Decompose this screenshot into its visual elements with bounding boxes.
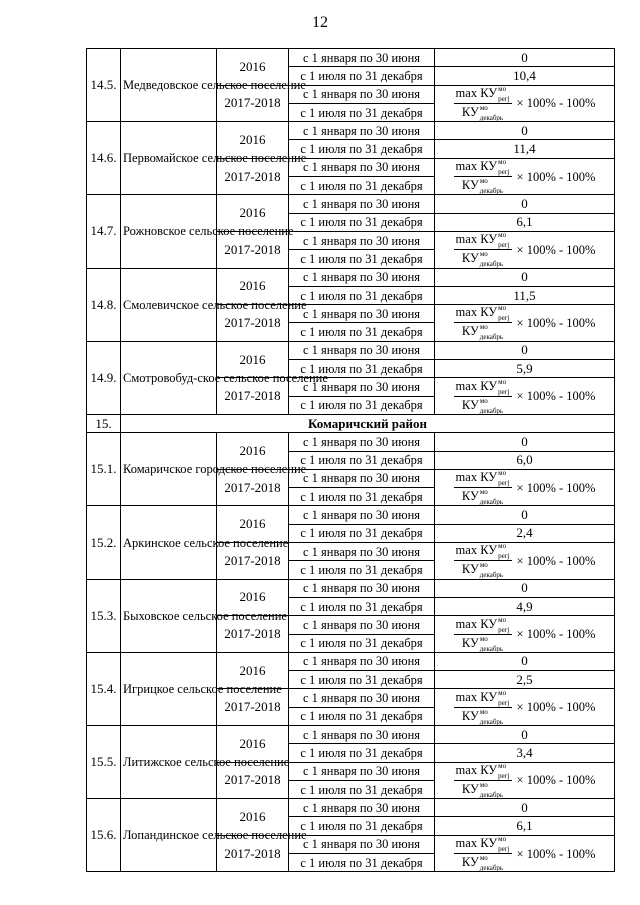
period-cell: с 1 января по 30 июня [289, 341, 435, 359]
settlement-name: Лопандинское сельское поселение [121, 799, 217, 872]
period-cell: с 1 января по 30 июня [289, 305, 435, 323]
formula-cell [435, 378, 615, 415]
formula [437, 306, 612, 340]
period-cell: с 1 июля по 31 декабря [289, 396, 435, 414]
row-number: 15.5. [87, 725, 121, 798]
value-cell: 0 [435, 799, 615, 817]
page-number: 12 [312, 14, 328, 31]
value-cell: 0 [435, 725, 615, 743]
formula-cell [435, 231, 615, 268]
period-cell: с 1 января по 30 июня [289, 49, 435, 67]
formula-numerator-base: max КУ [455, 378, 498, 393]
value-cell: 6,1 [435, 213, 615, 231]
period-cell: с 1 июля по 31 декабря [289, 561, 435, 579]
period-cell: с 1 июля по 31 декабря [289, 250, 435, 268]
period-cell: с 1 января по 30 июня [289, 616, 435, 634]
formula-denominator [460, 104, 505, 121]
region-name: Комаричский район [121, 414, 615, 432]
formula-denominator-sup: мо [479, 707, 488, 716]
formula-tail: × 100% - 100% [516, 480, 596, 495]
period-cell: с 1 января по 30 июня [289, 725, 435, 743]
formula-cell [435, 85, 615, 122]
year-cell: 2016 [217, 341, 289, 378]
formula-numerator [454, 305, 512, 323]
period-cell: с 1 января по 30 июня [289, 506, 435, 524]
formula-numerator-base: max КУ [455, 470, 498, 485]
formula-numerator-sup: мо [498, 542, 507, 551]
period-cell: с 1 июля по 31 декабря [289, 67, 435, 85]
row-number: 15.2. [87, 506, 121, 579]
year-cell: 2017-2018 [217, 231, 289, 268]
period-cell: с 1 июля по 31 декабря [289, 213, 435, 231]
formula-denominator [460, 488, 505, 505]
period-cell: с 1 января по 30 июня [289, 158, 435, 176]
formula-denominator-base: КУ [461, 104, 479, 119]
formula-denominator-sub: декабрь [479, 571, 504, 580]
period-cell: с 1 января по 30 июня [289, 689, 435, 707]
period-cell: с 1 июля по 31 декабря [289, 780, 435, 798]
year-cell: 2016 [217, 433, 289, 470]
period-cell: с 1 января по 30 июня [289, 579, 435, 597]
year-cell: 2017-2018 [217, 543, 289, 580]
period-cell: с 1 января по 30 июня [289, 652, 435, 670]
formula-numerator-sup: мо [498, 615, 507, 624]
formula-numerator-sub: регj [498, 625, 510, 634]
region-number: 15. [87, 414, 121, 432]
formula-numerator-sub: регj [498, 314, 510, 323]
period-cell: с 1 июля по 31 декабря [289, 323, 435, 341]
year-cell: 2016 [217, 506, 289, 543]
formula-denominator-base: КУ [461, 397, 479, 412]
period-cell: с 1 июля по 31 декабря [289, 451, 435, 469]
formula-denominator [460, 854, 505, 871]
row-number: 14.5. [87, 49, 121, 122]
settlement-name: Рожновское сельское поселение [121, 195, 217, 268]
table-row [87, 652, 615, 670]
period-cell: с 1 июля по 31 декабря [289, 524, 435, 542]
formula-denominator [460, 635, 505, 652]
table-row [87, 49, 615, 67]
formula-denominator-base: КУ [461, 562, 479, 577]
period-cell: с 1 января по 30 июня [289, 433, 435, 451]
row-number: 15.3. [87, 579, 121, 652]
formula-fraction [454, 379, 512, 414]
formula-denominator-base: КУ [461, 635, 479, 650]
table-row [87, 268, 615, 286]
value-cell: 0 [435, 579, 615, 597]
period-cell: с 1 июля по 31 декабря [289, 488, 435, 506]
formula-numerator-sub: регj [498, 479, 510, 488]
formula-numerator-sup: мо [498, 377, 507, 386]
table-row [87, 122, 615, 140]
formula-numerator-base: max КУ [455, 159, 498, 174]
formula [437, 379, 612, 413]
period-cell: с 1 января по 30 июня [289, 195, 435, 213]
value-cell: 0 [435, 433, 615, 451]
period-cell: с 1 января по 30 июня [289, 231, 435, 249]
value-cell: 6,0 [435, 451, 615, 469]
formula-numerator-sub: регj [498, 698, 510, 707]
formula-tail: × 100% - 100% [516, 553, 596, 568]
formula-numerator [454, 232, 512, 250]
period-cell: с 1 июля по 31 декабря [289, 854, 435, 872]
period-cell: с 1 января по 30 июня [289, 469, 435, 487]
formula-numerator-base: max КУ [455, 616, 498, 631]
formula-denominator-sup: мо [479, 250, 488, 259]
table-row [87, 799, 615, 817]
formula-denominator [460, 781, 505, 798]
formula-numerator [454, 617, 512, 635]
formula-numerator-sup: мо [498, 304, 507, 313]
period-cell: с 1 января по 30 июня [289, 122, 435, 140]
period-cell: с 1 июля по 31 декабря [289, 634, 435, 652]
value-cell: 3,4 [435, 744, 615, 762]
formula-numerator [454, 86, 512, 104]
formula-fraction [454, 763, 512, 798]
period-cell: с 1 января по 30 июня [289, 799, 435, 817]
formula-denominator [460, 250, 505, 267]
formula-numerator-sup: мо [498, 761, 507, 770]
value-cell: 4,9 [435, 597, 615, 615]
formula-denominator-sup: мо [479, 780, 488, 789]
formula-denominator-sub: декабрь [479, 644, 504, 653]
year-cell: 2017-2018 [217, 762, 289, 799]
formula-denominator-sup: мо [479, 488, 488, 497]
formula-fraction [454, 690, 512, 725]
formula-numerator-sub: регj [498, 168, 510, 177]
table-row [87, 506, 615, 524]
value-cell: 0 [435, 195, 615, 213]
formula-fraction [454, 543, 512, 578]
period-cell: с 1 июля по 31 декабря [289, 103, 435, 121]
row-number: 15.4. [87, 652, 121, 725]
settlement-name: Быховское сельское поселение [121, 579, 217, 652]
formula-denominator [460, 561, 505, 578]
settlement-name: Аркинское сельское поселение [121, 506, 217, 579]
formula-fraction [454, 86, 512, 121]
period-cell: с 1 июля по 31 декабря [289, 286, 435, 304]
formula-cell [435, 616, 615, 653]
row-number: 14.9. [87, 341, 121, 414]
formula-denominator-base: КУ [461, 178, 479, 193]
formula-denominator-base: КУ [461, 708, 479, 723]
formula [437, 471, 612, 505]
formula-denominator-sup: мо [479, 634, 488, 643]
period-cell: с 1 января по 30 июня [289, 85, 435, 103]
year-cell: 2016 [217, 122, 289, 159]
value-cell: 0 [435, 506, 615, 524]
formula-denominator [460, 177, 505, 194]
region-row [87, 414, 615, 432]
formula-denominator-sub: декабрь [479, 864, 504, 873]
row-number: 14.7. [87, 195, 121, 268]
formula-numerator-sup: мо [498, 158, 507, 167]
formula-numerator [454, 690, 512, 708]
formula-denominator-sub: декабрь [479, 113, 504, 122]
settlement-name: Первомайское сельское поселение [121, 122, 217, 195]
formula-denominator-sup: мо [479, 396, 488, 405]
formula-numerator [454, 470, 512, 488]
year-cell: 2017-2018 [217, 835, 289, 872]
value-cell: 10,4 [435, 67, 615, 85]
formula-cell [435, 835, 615, 872]
formula-denominator-sub: декабрь [479, 333, 504, 342]
year-cell: 2016 [217, 195, 289, 232]
year-cell: 2017-2018 [217, 616, 289, 653]
period-cell: с 1 июля по 31 декабря [289, 744, 435, 762]
value-cell: 5,9 [435, 360, 615, 378]
row-number: 15.6. [87, 799, 121, 872]
table-row [87, 341, 615, 359]
formula [437, 86, 612, 120]
period-cell: с 1 июля по 31 декабря [289, 177, 435, 195]
formula-fraction [454, 836, 512, 871]
formula-fraction [454, 159, 512, 194]
formula-numerator [454, 543, 512, 561]
formula-numerator-base: max КУ [455, 543, 498, 558]
formula-cell [435, 305, 615, 342]
year-cell: 2017-2018 [217, 158, 289, 195]
formula-numerator-sup: мо [498, 688, 507, 697]
period-cell: с 1 января по 30 июня [289, 762, 435, 780]
formula-denominator-base: КУ [461, 781, 479, 796]
period-cell: с 1 января по 30 июня [289, 835, 435, 853]
formula-numerator-base: max КУ [455, 85, 498, 100]
tariff-table-body [87, 49, 615, 872]
settlement-name: Литижское сельское поселение [121, 725, 217, 798]
value-cell: 11,5 [435, 286, 615, 304]
formula-tail: × 100% - 100% [516, 846, 596, 861]
formula-denominator [460, 397, 505, 414]
formula-numerator-sup: мо [498, 469, 507, 478]
settlement-name: Игрицкое сельское поселение [121, 652, 217, 725]
formula [437, 233, 612, 267]
year-cell: 2016 [217, 652, 289, 689]
value-cell: 2,4 [435, 524, 615, 542]
year-cell: 2016 [217, 49, 289, 86]
formula-denominator-sub: декабрь [479, 717, 504, 726]
table-row [87, 195, 615, 213]
formula-numerator-base: max КУ [455, 305, 498, 320]
formula-tail: × 100% - 100% [516, 700, 596, 715]
settlement-name: Смотровобуд-ское сельское поселение [121, 341, 217, 414]
value-cell: 0 [435, 652, 615, 670]
formula-denominator-base: КУ [461, 251, 479, 266]
formula-tail: × 100% - 100% [516, 315, 596, 330]
formula-numerator-sup: мо [498, 84, 507, 93]
year-cell: 2017-2018 [217, 85, 289, 122]
year-cell: 2016 [217, 579, 289, 616]
settlement-name: Медведовское сельское поселение [121, 49, 217, 122]
formula-denominator-base: КУ [461, 489, 479, 504]
table-row [87, 725, 615, 743]
formula-cell [435, 158, 615, 195]
formula-cell [435, 469, 615, 506]
formula-tail: × 100% - 100% [516, 169, 596, 184]
formula-numerator-sup: мо [498, 835, 507, 844]
formula-tail: × 100% - 100% [516, 627, 596, 641]
value-cell: 6,1 [435, 817, 615, 835]
table-row [87, 579, 615, 597]
year-cell: 2016 [217, 799, 289, 836]
formula-numerator [454, 836, 512, 854]
formula [437, 763, 612, 797]
year-cell: 2017-2018 [217, 689, 289, 726]
period-cell: с 1 июля по 31 декабря [289, 360, 435, 378]
period-cell: с 1 января по 30 июня [289, 378, 435, 396]
value-cell: 11,4 [435, 140, 615, 158]
formula-cell [435, 543, 615, 580]
settlement-name: Смолевичское сельское поселение [121, 268, 217, 341]
formula-cell [435, 762, 615, 799]
formula-numerator-base: max КУ [455, 762, 498, 777]
table-row [87, 433, 615, 451]
formula-numerator-sub: регj [498, 387, 510, 396]
formula-numerator-sub: регj [498, 771, 510, 780]
formula [437, 160, 612, 194]
row-number: 14.6. [87, 122, 121, 195]
tariff-table [86, 48, 615, 872]
formula-denominator-base: КУ [461, 855, 479, 870]
formula-numerator-sub: регj [498, 552, 510, 561]
value-cell: 0 [435, 49, 615, 67]
year-cell: 2017-2018 [217, 469, 289, 506]
formula-fraction [454, 470, 512, 505]
formula-denominator-sub: декабрь [479, 790, 504, 799]
formula-denominator-sub: декабрь [479, 498, 504, 507]
formula-numerator-sup: мо [498, 231, 507, 240]
year-cell: 2017-2018 [217, 378, 289, 415]
formula-numerator [454, 159, 512, 177]
formula-numerator-sub: регj [498, 241, 510, 250]
period-cell: с 1 июля по 31 декабря [289, 707, 435, 725]
formula-denominator-sup: мо [479, 323, 488, 332]
formula-denominator-sup: мо [479, 854, 488, 863]
formula-denominator-base: КУ [461, 324, 479, 339]
formula-denominator-sup: мо [479, 561, 488, 570]
formula-numerator-base: max КУ [455, 689, 498, 704]
formula-tail: × 100% - 100% [516, 96, 596, 111]
formula-numerator [454, 763, 512, 781]
formula-denominator-sub: декабрь [479, 260, 504, 269]
period-cell: с 1 января по 30 июня [289, 543, 435, 561]
formula-numerator [454, 379, 512, 397]
row-number: 15.1. [87, 433, 121, 506]
period-cell: с 1 июля по 31 декабря [289, 140, 435, 158]
period-cell: с 1 января по 30 июня [289, 268, 435, 286]
period-cell: с 1 июля по 31 декабря [289, 597, 435, 615]
formula-tail: × 100% - 100% [516, 389, 596, 404]
period-cell: с 1 июля по 31 декабря [289, 817, 435, 835]
formula-tail: × 100% - 100% [516, 773, 596, 788]
value-cell: 2,5 [435, 671, 615, 689]
formula-fraction [454, 232, 512, 267]
formula-fraction [454, 617, 512, 652]
year-cell: 2016 [217, 725, 289, 762]
value-cell: 0 [435, 341, 615, 359]
formula-denominator-sup: мо [479, 177, 488, 186]
formula [437, 617, 612, 651]
formula [437, 837, 612, 871]
formula-cell [435, 689, 615, 726]
formula-denominator [460, 323, 505, 340]
year-cell: 2017-2018 [217, 305, 289, 342]
formula-denominator-sub: декабрь [479, 406, 504, 415]
formula [437, 544, 612, 578]
row-number: 14.8. [87, 268, 121, 341]
formula-numerator-sub: регj [498, 94, 510, 103]
formula-numerator-base: max КУ [455, 836, 498, 851]
formula-denominator-sup: мо [479, 103, 488, 112]
formula-numerator-base: max КУ [455, 232, 498, 247]
formula-numerator-sub: регj [498, 845, 510, 854]
period-cell: с 1 июля по 31 декабря [289, 671, 435, 689]
formula-denominator [460, 708, 505, 725]
value-cell: 0 [435, 268, 615, 286]
formula-fraction [454, 305, 512, 340]
formula-denominator-sub: декабрь [479, 187, 504, 196]
settlement-name: Комаричское городское поселение [121, 433, 217, 506]
year-cell: 2016 [217, 268, 289, 305]
formula-tail: × 100% - 100% [516, 242, 596, 257]
formula [437, 690, 612, 724]
value-cell: 0 [435, 122, 615, 140]
